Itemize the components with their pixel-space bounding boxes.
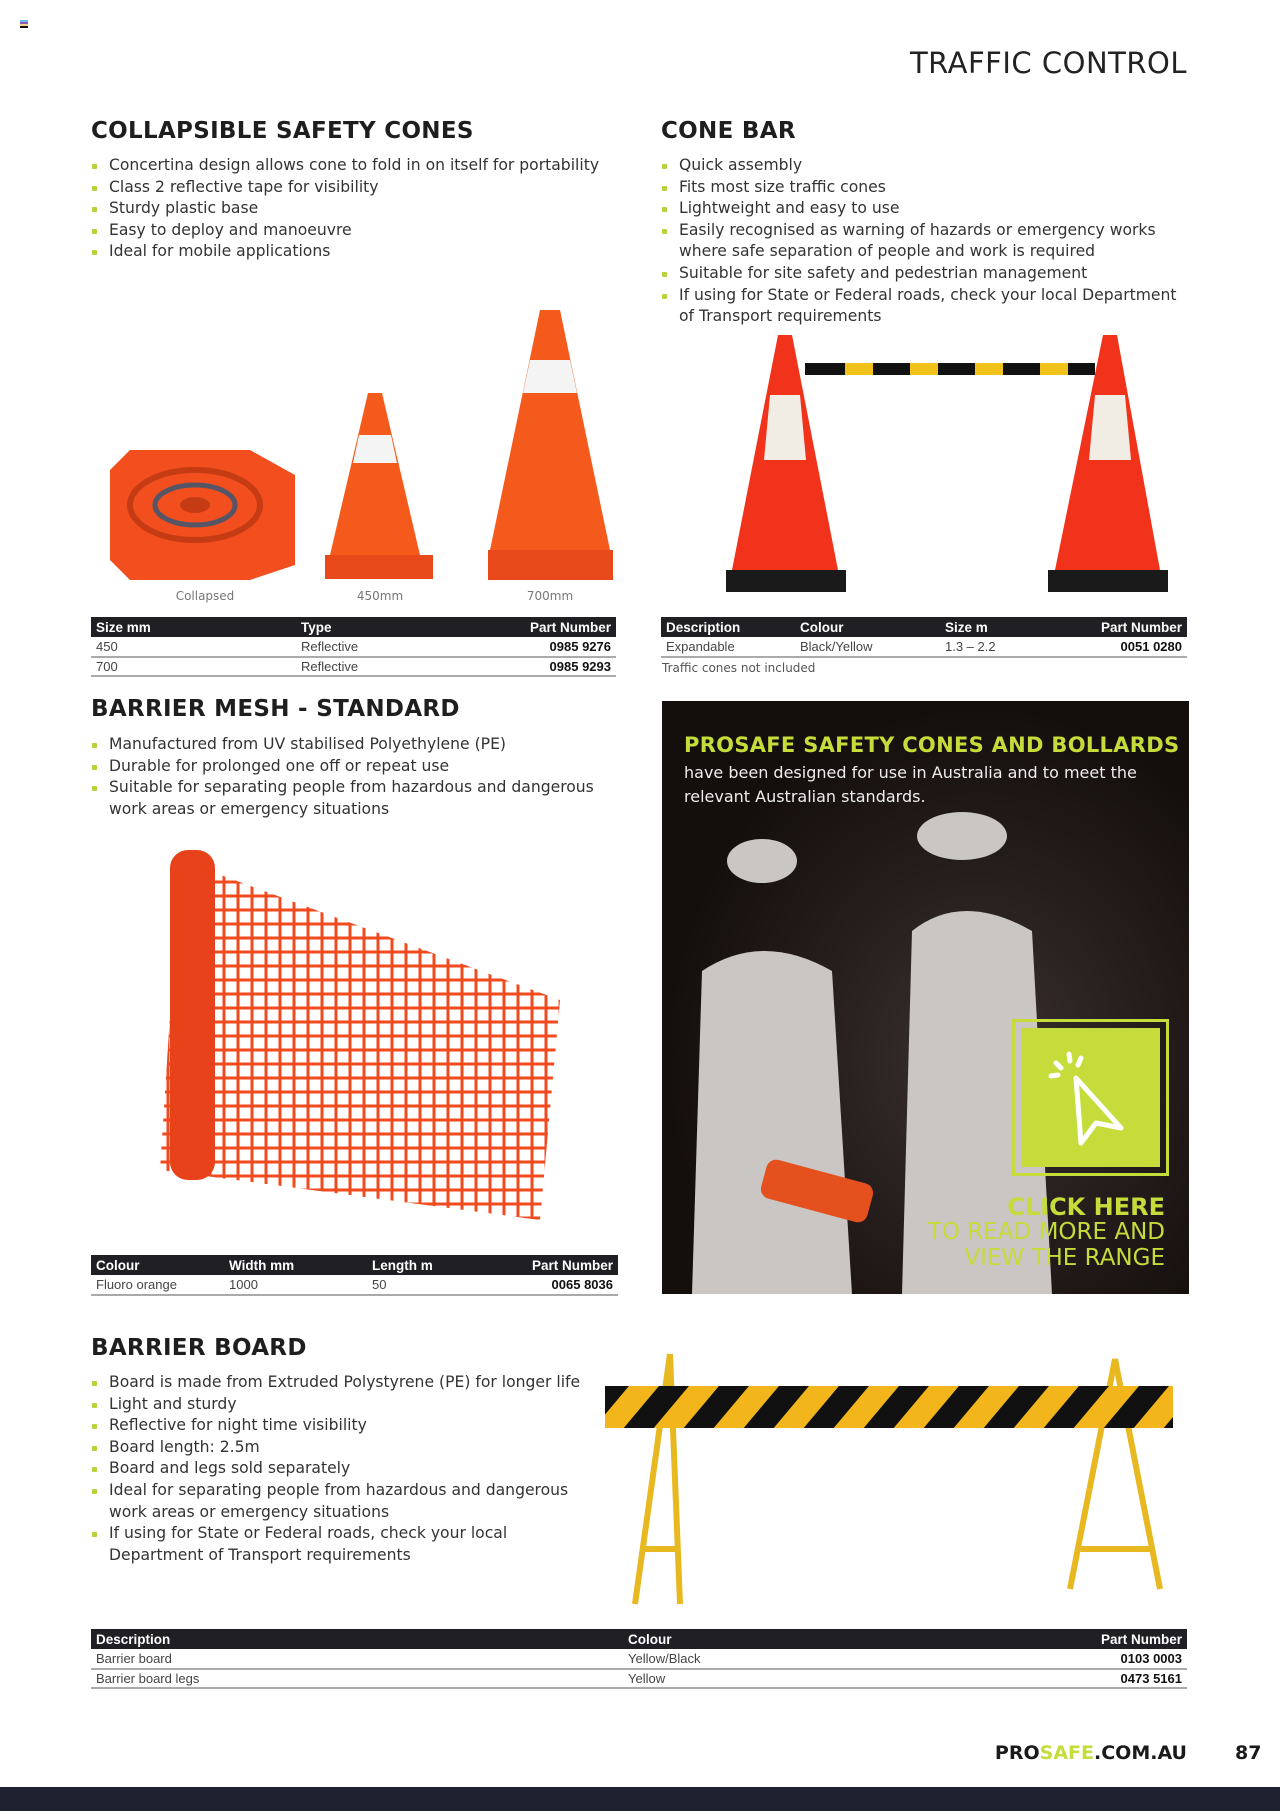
col-header: Colour <box>623 1629 891 1649</box>
bullet: Easy to deploy and manoeuvre <box>91 220 611 242</box>
col-header: Part Number <box>432 617 616 637</box>
bullet: Fits most size traffic cones <box>661 177 1181 199</box>
board-bullets <box>91 1372 601 1566</box>
cones-table <box>91 617 616 677</box>
bullet: Board length: 2.5m <box>91 1437 601 1459</box>
cell: Barrier board <box>91 1649 623 1669</box>
website-link[interactable] <box>995 1742 1187 1764</box>
part-number: 0065 8036 <box>477 1275 618 1295</box>
part-number: 0051 0280 <box>1039 637 1187 657</box>
bullet: Sturdy plastic base <box>91 198 611 220</box>
mesh-bullets <box>91 734 611 820</box>
promo-heading: PROSAFE SAFETY CONES AND BOLLARDS <box>684 733 1180 757</box>
bullet: Ideal for separating people from hazardous and dangerous work areas or emergency situations <box>91 1480 601 1523</box>
table-row <box>91 1275 618 1295</box>
col-header: Type <box>296 617 432 637</box>
cell: Barrier board legs <box>91 1669 623 1689</box>
bullet: Reflective for night time visibility <box>91 1415 601 1437</box>
board-heading: BARRIER BOARD <box>91 1335 307 1361</box>
cell: 50 <box>367 1275 477 1295</box>
col-header: Part Number <box>1039 617 1187 637</box>
conebar-bullets <box>661 155 1181 328</box>
part-number: 0985 9293 <box>432 657 616 677</box>
col-header: Part Number <box>477 1255 618 1275</box>
col-header: Colour <box>91 1255 224 1275</box>
cta-click-here[interactable]: CLICK HERE <box>1007 1193 1165 1221</box>
col-header: Part Number <box>891 1629 1187 1649</box>
board-table <box>91 1629 1187 1689</box>
conebar-table <box>661 617 1187 658</box>
table-row <box>91 1669 1187 1689</box>
cones-heading: COLLAPSIBLE SAFETY CONES <box>91 118 474 144</box>
promo-text: have been designed for use in Australia and to meet the relevant Australian standards. <box>684 763 1137 806</box>
table-row <box>91 1649 1187 1669</box>
collapsible-cones-image <box>100 305 620 590</box>
mesh-table <box>91 1255 618 1296</box>
cones-bullets <box>91 155 611 263</box>
conebar-heading: CONE BAR <box>661 118 796 144</box>
cell: Reflective <box>296 657 432 677</box>
cursor-click-icon[interactable] <box>1012 1019 1169 1176</box>
cell: Yellow/Black <box>623 1649 891 1669</box>
bullet: Light and sturdy <box>91 1394 601 1416</box>
table-row <box>91 657 616 677</box>
caption-collapsed: Collapsed <box>175 589 235 603</box>
bullet: Suitable for site safety and pedestrian management <box>661 263 1181 285</box>
bullet: If using for State or Federal roads, check your local Department of Transport requirements <box>661 285 1181 328</box>
part-number: 0985 9276 <box>432 637 616 657</box>
table-row <box>91 637 616 657</box>
bullet: Quick assembly <box>661 155 1181 177</box>
col-header: Length m <box>367 1255 477 1275</box>
barrier-mesh-image <box>140 840 580 1230</box>
cell: Black/Yellow <box>795 637 940 657</box>
table-row <box>661 637 1187 657</box>
cell: 1.3 – 2.2 <box>940 637 1039 657</box>
col-header: Description <box>661 617 795 637</box>
page-number: 87 <box>1235 1742 1262 1764</box>
conebar-note: Traffic cones not included <box>662 661 816 675</box>
bullet: Suitable for separating people from hazardous and dangerous work areas or emergency situations <box>91 777 611 820</box>
caption-700: 700mm <box>526 589 574 603</box>
menu-icon[interactable] <box>20 20 28 28</box>
cta-sub-2: VIEW THE RANGE <box>964 1245 1165 1271</box>
barrier-board-image <box>600 1349 1175 1614</box>
bullet: Easily recognised as warning of hazards or emergency works where safe separation of people and work is required <box>661 220 1181 263</box>
mesh-heading: BARRIER MESH - STANDARD <box>91 696 460 722</box>
bullet: Class 2 reflective tape for visibility <box>91 177 611 199</box>
brand-safe: SAFE <box>1039 1742 1094 1764</box>
brand-pro: PRO <box>994 1742 1040 1764</box>
cell: 700 <box>91 657 296 677</box>
bullet: Board and legs sold separately <box>91 1458 601 1480</box>
cone-bar-image <box>720 330 1170 600</box>
bullet: Ideal for mobile applications <box>91 241 611 263</box>
cell: Yellow <box>623 1669 891 1689</box>
col-header: Size mm <box>91 617 296 637</box>
col-header: Colour <box>795 617 940 637</box>
cell: Fluoro orange <box>91 1275 224 1295</box>
cell: Expandable <box>661 637 795 657</box>
bullet: Manufactured from UV stabilised Polyethylene (PE) <box>91 734 611 756</box>
col-header: Width mm <box>224 1255 367 1275</box>
part-number: 0473 5161 <box>891 1669 1187 1689</box>
brand-domain: .COM.AU <box>1094 1742 1187 1764</box>
footer-bar <box>0 1787 1280 1811</box>
col-header: Size m <box>940 617 1039 637</box>
bullet: Durable for prolonged one off or repeat use <box>91 756 611 778</box>
part-number: 0103 0003 <box>891 1649 1187 1669</box>
cell: Reflective <box>296 637 432 657</box>
cell: 450 <box>91 637 296 657</box>
col-header: Description <box>91 1629 623 1649</box>
bullet: Board is made from Extruded Polystyrene (PE) for longer life <box>91 1372 601 1394</box>
caption-450: 450mm <box>356 589 404 603</box>
promo-banner[interactable] <box>662 701 1189 1294</box>
cta-sub-1: TO READ MORE AND <box>927 1219 1165 1245</box>
bullet: Concertina design allows cone to fold in on itself for portability <box>91 155 611 177</box>
cell: 1000 <box>224 1275 367 1295</box>
page-title: TRAFFIC CONTROL <box>909 46 1187 80</box>
bullet: If using for State or Federal roads, check your local Department of Transport requirements <box>91 1523 601 1566</box>
bullet: Lightweight and easy to use <box>661 198 1181 220</box>
